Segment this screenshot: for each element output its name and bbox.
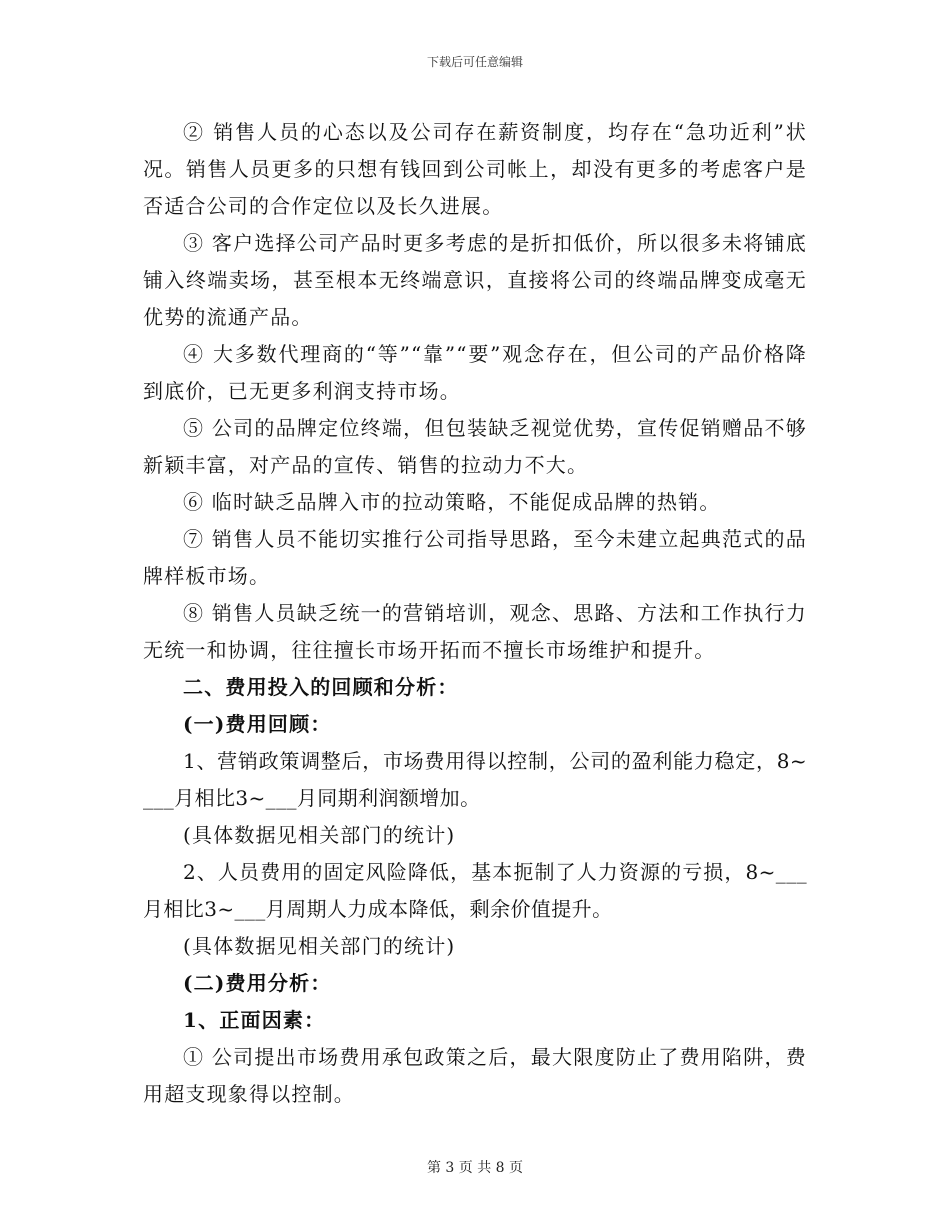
subheading-expense-analysis: (二)费用分析： [183,971,332,995]
paragraph-review-2: 2、人员费用的固定风险降低，基本扼制了人力资源的亏损，8~___月相比3~___月周期人力成本降低，剩余价值提升。 [143,860,807,921]
paragraph-review-1: 1、营销政策调整后，市场费用得以控制，公司的盈利能力稳定，8~___月相比3~___月同期利润额增加。 [143,749,807,810]
paragraph-point-8: ⑧ 销售人员缺乏统一的营销培训，观念、思路、方法和工作执行力无统一和协调，往往擅长市场开拓而不擅长市场维护和提升。 [143,601,807,662]
page-header: 下载后可任意编辑 [426,55,523,69]
paragraph-point-3: ③ 客户选择公司产品时更多考虑的是折扣低价，所以很多未将铺底铺入终端卖场，甚至根本无终端意识，直接将公司的终端品牌变成毫无优势的流通产品。 [143,231,807,329]
paragraph-point-2: ② 销售人员的心态以及公司存在薪资制度，均存在“急功近利”状况。销售人员更多的只想有钱回到公司帐上，却没有更多的考虑客户是否适合公司的合作定位以及长久进展。 [143,120,807,218]
section-heading-expense-review: 二、费用投入的回顾和分析： [183,675,459,699]
paragraph-data-note-1: (具体数据见相关部门的统计) [183,823,456,847]
paragraph-positive-1: ① 公司提出市场费用承包政策之后，最大限度防止了费用陷阱，费用超支现象得以控制。 [143,1045,807,1106]
paragraph-point-6: ⑥ 临时缺乏品牌入市的拉动策略，不能促成品牌的热销。 [183,490,721,514]
subheading-positive-factors: 1、正面因素： [183,1008,326,1032]
paragraph-point-5: ⑤ 公司的品牌定位终端，但包装缺乏视觉优势，宣传促销赠品不够新颖丰富，对产品的宣传、销售的拉动力不大。 [143,416,807,477]
paragraph-data-note-2: (具体数据见相关部门的统计) [183,934,456,958]
paragraph-point-7: ⑦ 销售人员不能切实推行公司指导思路，至今未建立起典范式的品牌样板市场。 [143,527,807,588]
paragraph-point-4: ④ 大多数代理商的“等”“靠”“要”观念存在，但公司的产品价格降到底价，已无更多利润支持市场。 [143,342,807,403]
subheading-expense-review: (一)费用回顾： [183,712,332,736]
document-body [143,114,807,1113]
page-footer: 第 3 页 共 8 页 [426,1160,524,1176]
